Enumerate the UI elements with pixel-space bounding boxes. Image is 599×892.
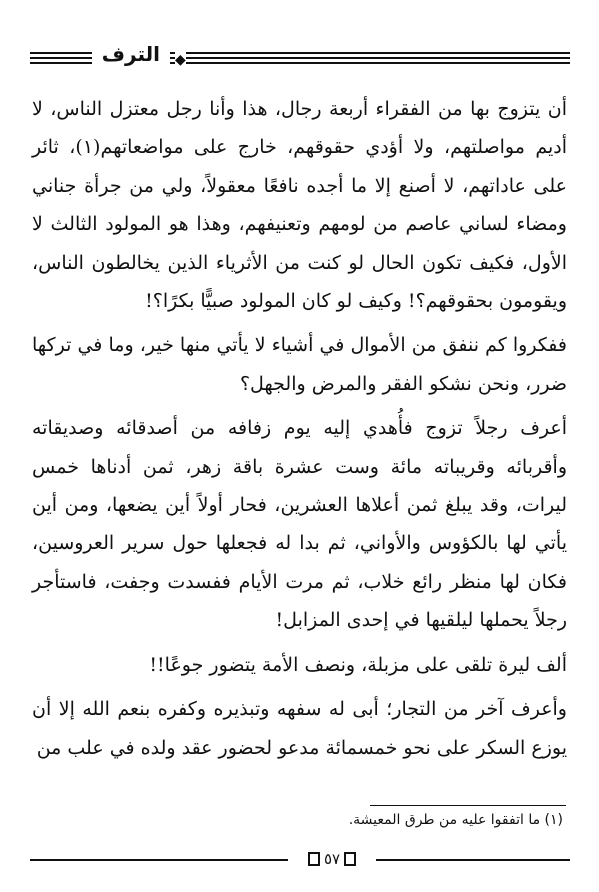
page-number: ٥٧ — [323, 850, 341, 868]
page-footer — [30, 848, 570, 872]
footnote-divider — [370, 805, 566, 806]
paragraph-2: ففكروا كم ننفق من الأموال في أشياء لا يأتي منها خير، وما في تركها ضرر، ونحن نشكو الفقر والمرض والجهل؟ — [32, 334, 567, 395]
footer-rule-left — [30, 859, 288, 861]
paragraph-4: ألف ليرة تلقى على مزبلة، ونصف الأمة يتضور جوعًا!! — [149, 653, 567, 676]
page-number-box — [298, 848, 366, 870]
running-title: الترف — [92, 42, 170, 66]
footer-rule-right — [376, 859, 570, 861]
paragraph-5: وأعرف آخر من التجار؛ أبى له سفهه وتبذيره وكفره بنعم الله إلا أن يوزع السكر على نحو خمسمائة مدعو لحضور عقد ولده في علب من — [32, 698, 567, 759]
right-book-icon — [344, 852, 356, 866]
body-text — [32, 90, 567, 773]
running-header — [30, 40, 570, 80]
right-diamond-ornament-icon: ◆ — [175, 52, 186, 68]
footnote: (١) ما اتفقوا عليه من طرق المعيشة. — [348, 812, 563, 828]
paragraph-1: أن يتزوج بها من الفقراء أربعة رجال، هذا وأنا رجل معتزل الناس، لا أديم مواصلتهم، ولا أؤدي حقوقهم، خارج على مواضعاتهم(١)، ثائر على عاداتهم، لا أصنع إلا ما أجده نافعًا معقولاً، ولي من جرأة جناني ومضاء لساني عاصم من لومهم وتعنيفهم، وهذا هو المولود الثالث لا الأول، فكيف تكون الحال لو كنت من الأثرياء الذين يخالطون الناس، ويقومون بحقوقهم؟! وكيف لو كان المولود صبيًّا بكرًا؟! — [32, 98, 568, 313]
paragraph-3: أعرف رجلاً تزوج فأُهدي إليه يوم زفافه من أصدقائه وصديقاته وأقربائه وقريباته مائة وست عشرة باقة زهر، ثمن أدناها خمس ليرات، وقد يبلغ ثمن أعلاها العشرين، فحار أولاً أين يضعها، ومن أين يأتي لها بالكؤوس والأواني، ثم بدا له فجعلها حول سرير العروسين، فكان لها منظر رائع خلاب، ثم مرت الأيام ففسدت وجفت، فاستأجر رجلاً يحملها ليلقيها في إحدى المزابل! — [32, 417, 567, 632]
left-book-icon — [308, 852, 320, 866]
